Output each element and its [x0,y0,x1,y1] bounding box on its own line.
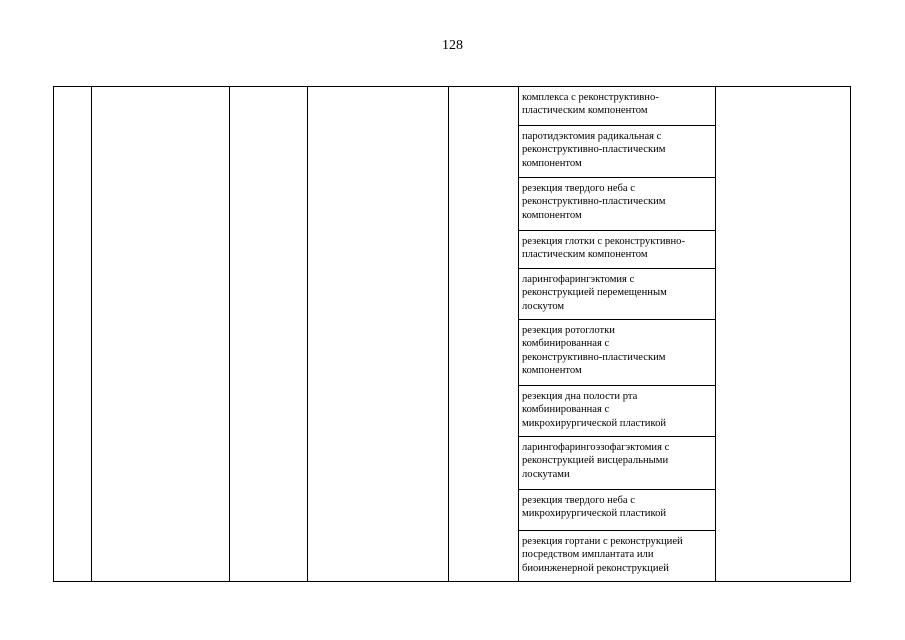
table-cell-procedure: резекция гортани с реконструкцией посредством имплантата или биоинженерной реконструкцией [522,536,683,574]
page-number: 128 [442,38,463,53]
column-divider [448,87,449,581]
table-cell-procedure: паротидэктомия радикальная с реконструктивно-пластическим компонентом [518,126,715,178]
table-cell-procedure: резекция глотки с реконструктивно- пластическим компонентом [518,231,715,269]
table-cell-procedure: резекция дна полости рта комбинированная с микрохирургической пластикой [518,386,715,437]
column-divider [91,87,92,581]
table-cell-procedure: ларингофарингэктомия с реконструкцией перемещенным лоскутом [518,269,715,320]
procedure-column [518,87,715,581]
table-cell-procedure: резекция твердого неба с микрохирургической пластикой [518,490,715,531]
column-divider [715,87,716,581]
column-divider [229,87,230,581]
procedures-table [53,86,851,582]
table-cell-procedure: резекция твердого неба с реконструктивно-пластическим компонентом [518,178,715,231]
table-cell-procedure: комплекса с реконструктивно- пластическим компонентом [518,87,715,126]
table-cell-procedure: ларингофарингоэзофагэктомия с реконструкцией висцеральными лоскутами [518,437,715,490]
table-cell-procedure: резекция ротоглотки комбинированная с реконструктивно-пластическим компонентом [518,320,715,386]
column-divider [307,87,308,581]
